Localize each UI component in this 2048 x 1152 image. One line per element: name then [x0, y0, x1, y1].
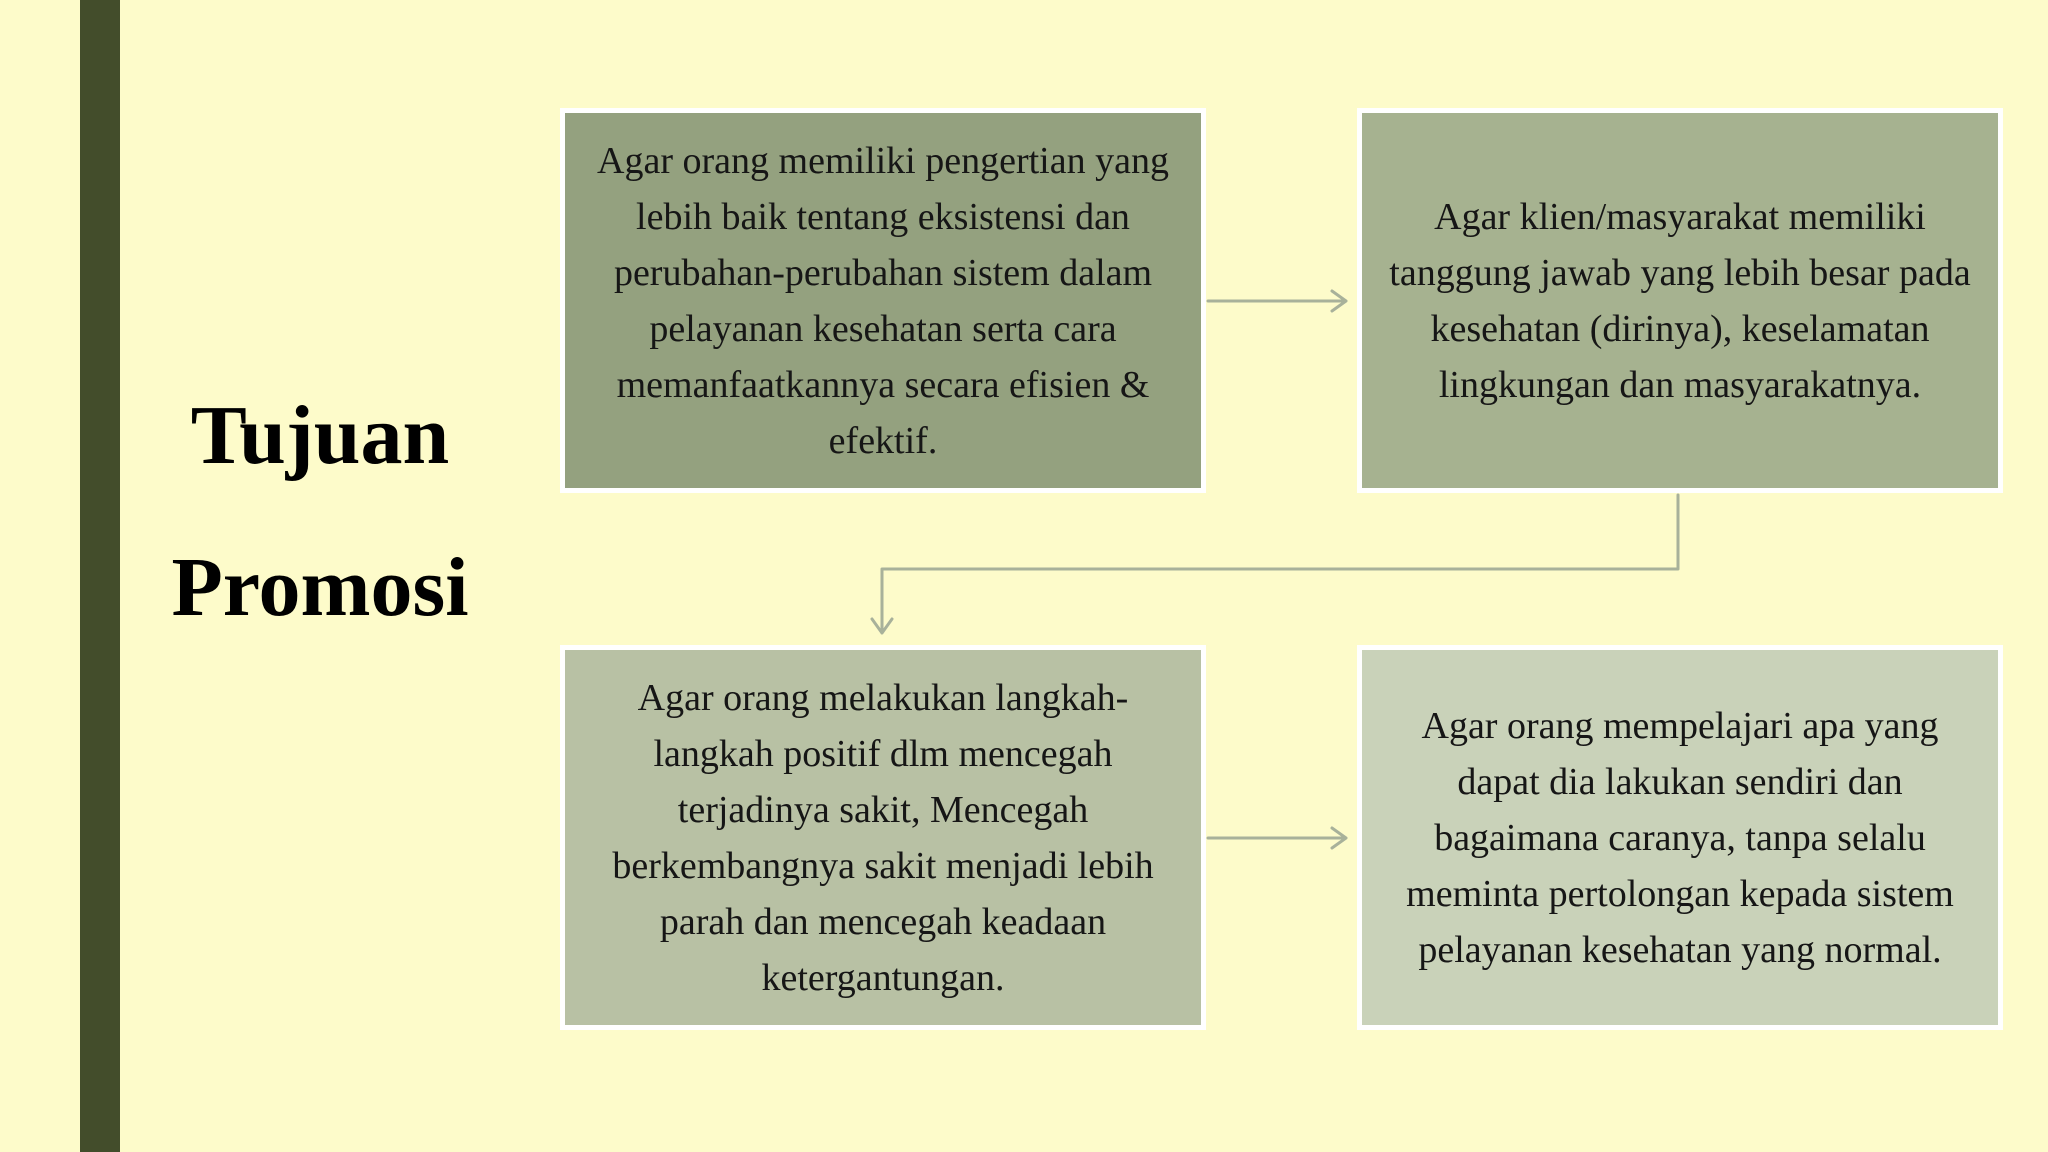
goal-box-4-text: Agar orang mempelajari apa yang dapat dia lakukan sendiri dan bagaimana caranya, tanpa selalu meminta pertolongan kepada sistem pelayanan kesehatan yang normal.	[1406, 704, 1954, 971]
goal-box-3	[560, 645, 1206, 1030]
goal-box-2	[1357, 108, 2003, 493]
connector-arrow-3-to-4	[1208, 828, 1346, 848]
title-line-1: Tujuan	[190, 389, 450, 482]
goal-box-1	[560, 108, 1206, 493]
side-accent-bar	[80, 0, 120, 1152]
goal-box-4	[1357, 645, 2003, 1030]
connector-arrow-1-to-2	[1208, 291, 1346, 311]
connector-arrow-2-to-3	[872, 495, 1678, 633]
goal-box-2-text: Agar klien/masyarakat memiliki tanggung jawab yang lebih besar pada kesehatan (dirinya), keselamatan lingkungan dan masyarakatnya.	[1389, 195, 1971, 406]
goal-box-1-text: Agar orang memiliki pengertian yang lebih baik tentang eksistensi dan perubahan-perubahan sistem dalam pelayanan kesehatan serta cara memanfaatkannya secara efisien & efektif.	[597, 139, 1169, 462]
title-line-2: Promosi	[171, 541, 469, 634]
goal-box-3-text: Agar orang melakukan langkah-langkah positif dlm mencegah terjadinya sakit, Mencegah berkembangnya sakit menjadi lebih parah dan mencegah keadaan ketergantungan.	[612, 676, 1154, 999]
slide-title	[120, 360, 520, 664]
